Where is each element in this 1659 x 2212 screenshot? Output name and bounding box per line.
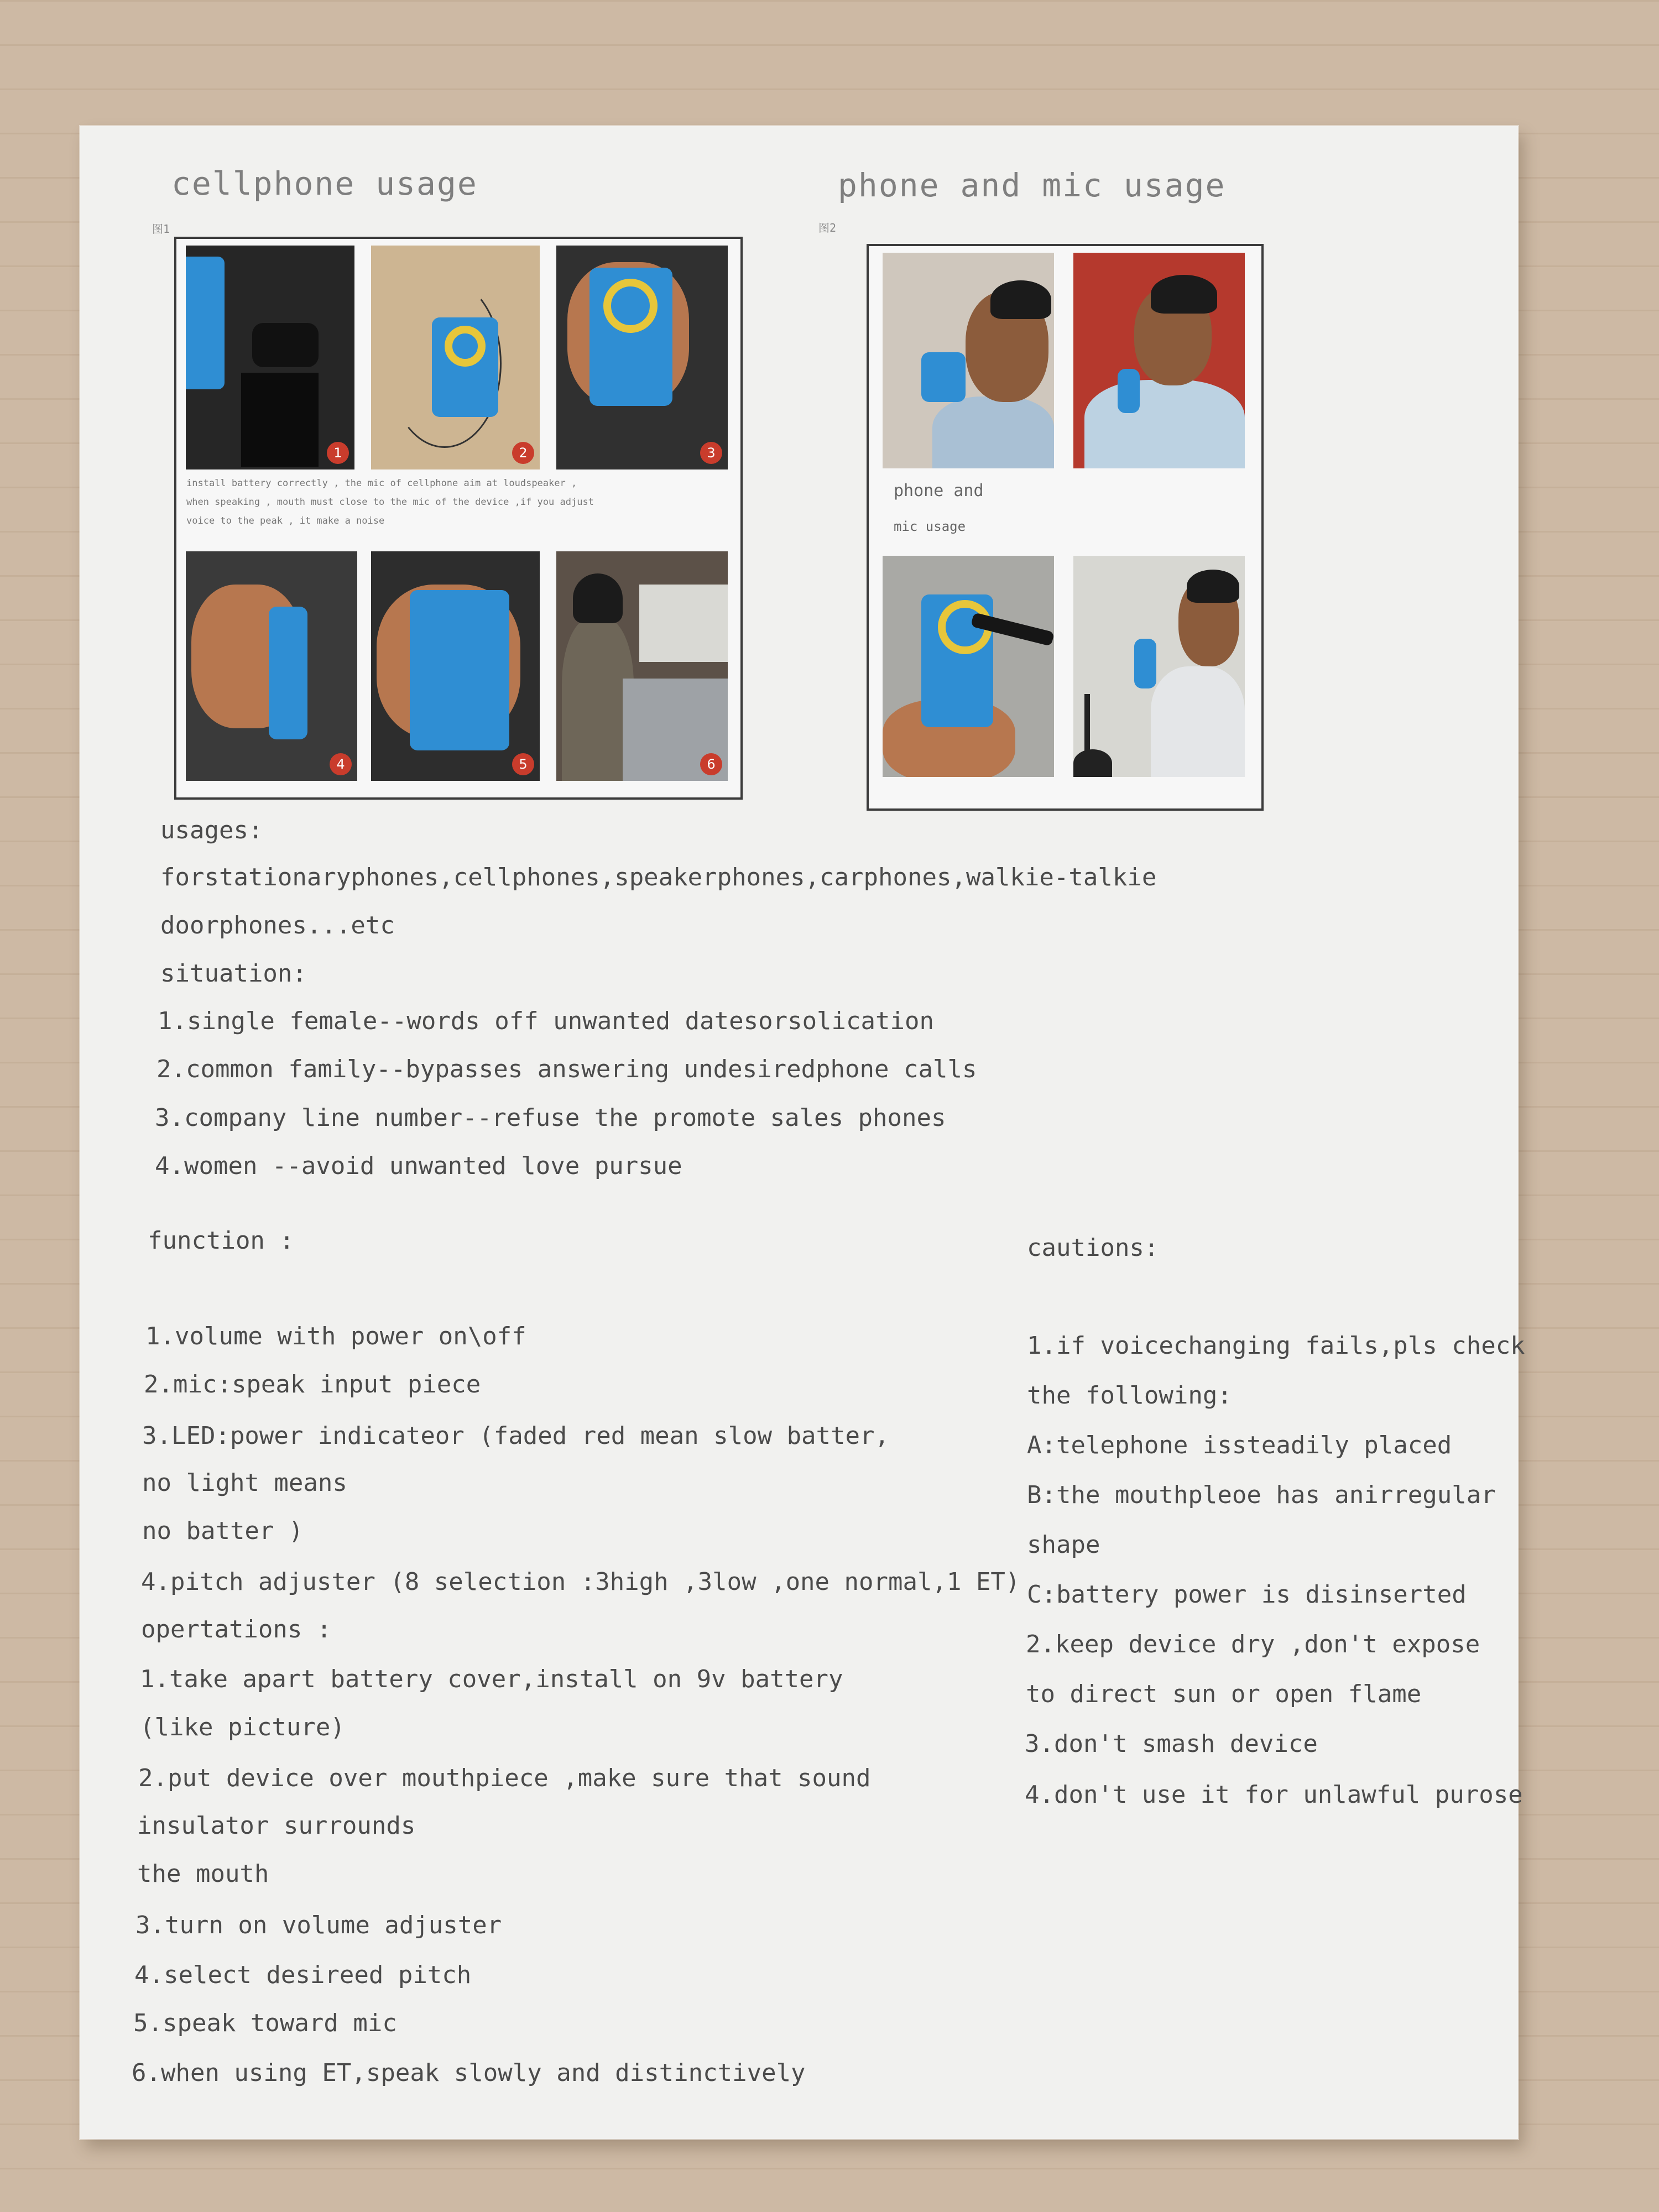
panel2-caption-line-1: phone and — [894, 481, 984, 500]
usages-line-1: forstationaryphones,cellphones,speakerphones,carphones,walkie-talkie — [160, 863, 1157, 891]
photo-number-6: 6 — [700, 753, 722, 775]
photo-man-desk-mic — [1073, 556, 1245, 777]
photo-number-1: 1 — [327, 442, 349, 464]
function-item-2: 2.mic:speak input piece — [144, 1370, 481, 1399]
cautions-title: cautions: — [1027, 1234, 1159, 1262]
phone-mic-usage-heading: phone and mic usage — [838, 166, 1226, 204]
function-item-4: 4.pitch adjuster (8 selection :3high ,3low ,one normal,1 ET) — [141, 1568, 1020, 1596]
function-item-3: 3.LED:power indicateor (faded red mean slow batter, — [142, 1422, 890, 1450]
photo-1-battery — [186, 246, 354, 469]
caution-item-1c: C:battery power is disinserted — [1027, 1580, 1467, 1609]
cellphone-usage-panel — [174, 237, 743, 800]
function-title: function : — [148, 1227, 294, 1255]
caution-item-1: 1.if voicechanging fails,pls check — [1027, 1332, 1525, 1360]
photo-5-device-back — [371, 551, 540, 781]
panel1-caption-line-3: voice to the peak , it make a noise — [186, 515, 385, 526]
photo-number-3: 3 — [700, 442, 722, 464]
operation-item-2-cont-1: insulator surrounds — [137, 1812, 416, 1840]
caution-item-2-cont: to direct sun or open flame — [1026, 1680, 1422, 1708]
operation-item-1: 1.take apart battery cover,install on 9v battery — [140, 1665, 843, 1693]
operation-item-4: 4.select desireed pitch — [134, 1961, 472, 1989]
caution-item-1-cont: the following: — [1027, 1381, 1232, 1410]
caution-item-1a: A:telephone issteadily placed — [1027, 1431, 1452, 1459]
instruction-sheet — [80, 126, 1525, 2139]
operation-item-1-cont: (like picture) — [140, 1713, 345, 1741]
photo-number-5: 5 — [512, 753, 534, 775]
photo-number-2: 2 — [512, 442, 534, 464]
phone-mic-usage-panel — [867, 244, 1264, 811]
cellphone-usage-heading: cellphone usage — [171, 165, 478, 202]
situation-title: situation: — [160, 959, 307, 988]
photo-2-device — [371, 246, 540, 469]
photo-6-person-at-desk — [556, 551, 728, 781]
operation-item-3: 3.turn on volume adjuster — [135, 1911, 502, 1939]
operation-item-6: 6.when using ET,speak slowly and distinctively — [132, 2059, 806, 2087]
caution-item-3: 3.don't smash device — [1025, 1730, 1318, 1758]
photo-device-mic-plug — [883, 556, 1054, 777]
photo-number-4: 4 — [330, 753, 352, 775]
photo-4-hand-side — [186, 551, 357, 781]
caution-item-1b-cont: shape — [1027, 1531, 1100, 1559]
function-item-1: 1.volume with power on\off — [145, 1322, 526, 1350]
panel2-caption-line-2: mic usage — [894, 519, 966, 534]
situation-item-3: 3.company line number--refuse the promote sales phones — [155, 1104, 946, 1132]
operation-item-5: 5.speak toward mic — [133, 2009, 397, 2037]
photo-man-phone-2 — [1073, 253, 1245, 468]
photo-man-phone-1 — [883, 253, 1054, 468]
caution-item-2: 2.keep device dry ,don't expose — [1026, 1630, 1480, 1658]
usages-title: usages: — [160, 816, 263, 844]
caution-item-4: 4.don't use it for unlawful purose — [1025, 1781, 1523, 1809]
function-item-3-cont-2: no batter ) — [142, 1517, 304, 1545]
panel1-caption-line-1: install battery correctly , the mic of cellphone aim at loudspeaker , — [186, 478, 577, 489]
panel1-caption-line-2: when speaking , mouth must close to the mic of the device ,if you adjust — [186, 497, 594, 508]
operations-title: opertations : — [141, 1615, 332, 1644]
function-item-3-cont-1: no light means — [142, 1469, 347, 1497]
situation-item-2: 2.common family--bypasses answering undesiredphone calls — [156, 1055, 977, 1083]
usages-line-2: doorphones...etc — [160, 911, 395, 940]
photo-3-hand-device — [556, 246, 728, 469]
situation-item-1: 1.single female--words off unwanted datesorsolication — [158, 1007, 934, 1035]
figure-2-label: 图2 — [818, 221, 837, 234]
operation-item-2-cont-2: the mouth — [137, 1860, 269, 1888]
figure-1-label: 图1 — [152, 222, 170, 236]
situation-item-4: 4.women --avoid unwanted love pursue — [155, 1152, 682, 1180]
operation-item-2: 2.put device over mouthpiece ,make sure that sound — [138, 1764, 871, 1792]
caution-item-1b: B:the mouthpleoe has anirregular — [1027, 1481, 1496, 1509]
